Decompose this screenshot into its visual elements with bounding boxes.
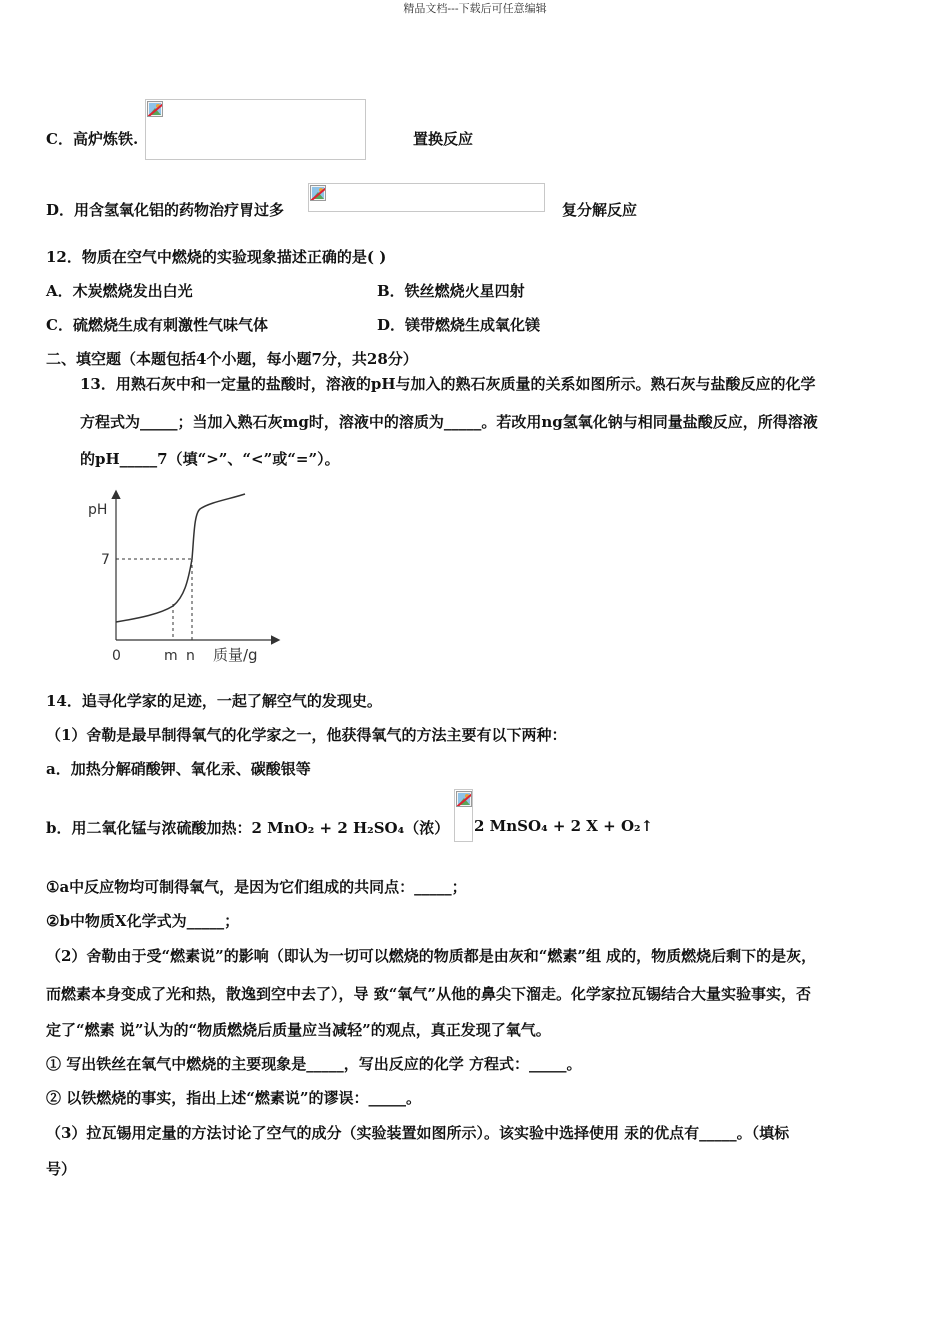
y-tick-7: 7 [101,552,110,568]
option-c-label: C．高炉炼铁. [46,130,139,148]
q14-part-3-line-2: 号） [46,1160,77,1178]
equation-image-c [145,99,366,160]
x-axis-label: 质量/g [213,646,258,664]
q12-option-b: B．铁丝燃烧火星四射 [377,282,525,300]
q14-method-b [46,817,449,838]
x-tick-m: m [164,648,178,664]
q14-part-2-line-2: 而燃素本身变成了光和热，散逸到空中去了），导 致“氧气”从他的鼻尖下溜走。化学家拉瓦锡结合大量实验事实，否 [46,985,811,1003]
x-tick-n: n [186,648,195,664]
ph-curve [116,494,245,622]
method-b-prefix: b．用二氧化锰与浓硫酸加热： [46,819,252,837]
reaction-condition-image [454,789,473,842]
q12-stem: 12．物质在空气中燃烧的实验现象描述正确的是( ) [46,248,387,266]
q12-option-c: C．硫燃烧生成有刺激性气味气体 [46,316,268,334]
q14-question-1: ①a中反应物均可制得氧气，是因为它们组成的共同点：_____； [46,878,467,896]
q14-question-4: ② 以铁燃烧的事实，指出上述“燃素说”的谬误：_____。 [46,1089,421,1107]
q14-stem: 14．追寻化学家的足迹，一起了解空气的发现史。 [46,692,382,710]
ph-chart [80,482,290,670]
q14-method-a: a．加热分解硝酸钾、氧化汞、碳酸银等 [46,760,311,778]
q14-part-2-line-3: 定了“燃素 说”认为的“物质燃烧后质量应当减轻”的观点，真正发现了氧气。 [46,1021,551,1039]
section-2-heading: 二、填空题（本题包括4个小题，每小题7分，共28分） [46,350,418,368]
q14-question-3: ① 写出铁丝在氧气中燃烧的主要现象是_____，写出反应的化学 方程式：_____。 [46,1055,582,1073]
broken-image-icon [147,101,163,117]
y-axis-label: pH [88,502,108,518]
q13-line-1: 13．用熟石灰中和一定量的盐酸时，溶液的pH与加入的熟石灰质量的关系如图所示。熟石灰与盐酸反应的化学 [80,375,816,393]
broken-image-icon [310,185,326,201]
q13-line-2: 方程式为_____；当加入熟石灰mg时，溶液中的溶质为_____。若改用ng氢氧化钠与相同量盐酸反应，所得溶液 [80,413,818,431]
broken-image-icon [456,791,472,807]
q13-line-3: 的pH_____7（填“>”、“<”或“=”）。 [80,450,340,468]
q12-option-d: D．镁带燃烧生成氧化镁 [377,316,541,334]
page-header: 精品文档---下载后可任意编辑 [403,2,547,15]
q12-option-a: A．木炭燃烧发出白光 [46,282,193,300]
method-b-reactants: 2 MnO₂ + 2 H₂SO₄（浓） [251,819,450,837]
q14-part-2-line-1: （2）舍勒由于受“燃素说”的影响（即认为一切可以燃烧的物质都是由灰和“燃素”组 成的，物质燃烧后剩下的是灰， [46,947,817,965]
method-b-products: 2 MnSO₄ + 2 X + O₂↑ [474,817,654,835]
q14-part-1: （1）舍勒是最早制得氧气的化学家之一，他获得氧气的方法主要有以下两种： [46,726,567,744]
option-d-result: 复分解反应 [562,201,638,219]
equation-image-d [308,183,545,212]
option-c-result: 置换反应 [413,130,474,148]
q14-part-3-line-1: （3）拉瓦锡用定量的方法讨论了空气的成分（实验装置如图所示）。该实验中选择使用 汞的优点有_____。（填标 [46,1124,790,1142]
q14-question-2: ②b中物质X化学式为_____； [46,912,240,930]
option-d-label: D．用含氢氧化铝的药物治疗胃过多 [46,201,285,219]
x-tick-0: 0 [112,648,121,664]
